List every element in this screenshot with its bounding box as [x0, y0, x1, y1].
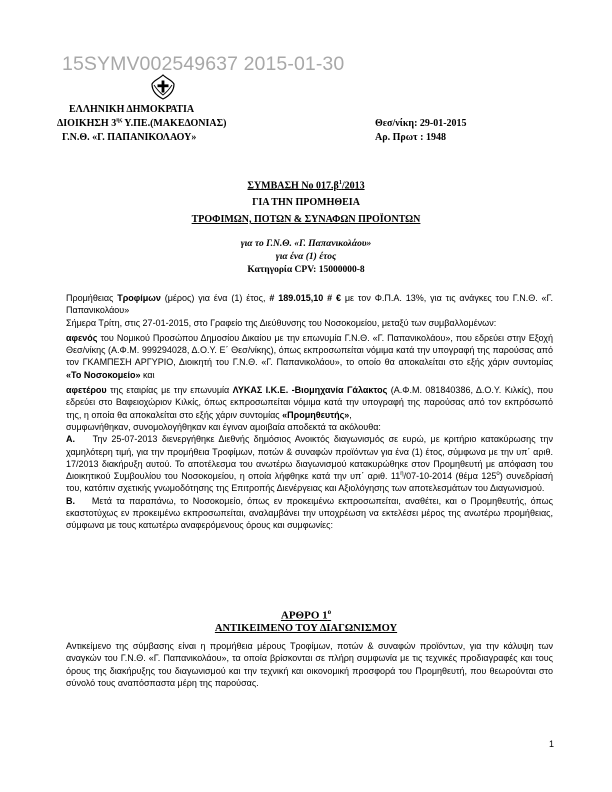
title-line-5: για ένα (1) έτος	[275, 252, 337, 262]
cpv-category: Κατηγορία CPV: 15000000-8	[247, 265, 365, 275]
contract-number: ΣΥΜΒΑΣΗ Νο $017.\beta^1/2013$	[247, 180, 365, 192]
header-protocol: Αρ. Πρωτ : 1948	[375, 132, 446, 143]
page-number: 1	[548, 739, 554, 749]
greek-coat-of-arms-icon	[150, 74, 176, 100]
paragraph-agreed: συμφωνήθηκαν, συνομολογήθηκαν και έγιναν αμοιβαία αποδεκτά τα ακόλουθα:	[66, 421, 381, 432]
paragraph-a: Α. Την 25-07-2013 διενεργήθηκε Διεθνής δημόσιος Ανοικτός διαγωνισμός σε ευρώ, με κριτήριο κατακύρωσης την χαμηλότερη τιμή, για την προμήθεια Τροφίμων, ποτών & συναφών προϊόντων για ένα (1) έτος, σύμφωνα με την υπ΄ αριθ. 17/2013 διακήρυξη αυτού. Το αποτέλεσμα του ανωτέρω διαγωνισμού κατακυρώθηκε στον Προμηθευτή με απόφαση του Διοικητικού Συμβουλίου του Νοσοκομείου, η οποία λήφθηκε κατά την υπ΄ αριθ. $11^\eta/07-10-2014$ (θέμα $125^o$) συνεδρίασή του, κατόπιν σχετικής γνωμοδότησης της Επιτροπής Διενέργειας και Αξιολόγησης των αποτελεσμάτων του Διαγωνισμού.	[66, 434, 553, 494]
header-hospital: Γ.Ν.Θ. «Γ. ΠΑΠΑΝΙΚΟΛΑΟΥ»	[62, 132, 197, 143]
title-line-4: για το Γ.Ν.Θ. «Γ. Παπανικολάου»	[240, 239, 372, 249]
article-title: ΑΝΤΙΚΕΙΜΕΝΟ ΤΟΥ ΔΙΑΓΩΝΙΣΜΟΥ	[214, 623, 398, 634]
article-body	[66, 640, 553, 689]
contract-body	[66, 292, 553, 532]
document-id-stamp: 15SYMV002549637 2015-01-30	[62, 53, 345, 75]
paragraph-article-1: Αντικείμενο της σύμβασης είναι η προμήθεια μέρους Τροφίμων, ποτών & συναφών προϊόντων, για την κάλυψη των αναγκών του Γ.Ν.Θ. «Γ. Παπανικολάου», τα οποία βρίσκονται σε πλήρη συμφωνία με τις τεχνικές προδιαγραφές και τους όρους της διακήρυξης του διαγωνισμού και την τεχνική και οικονομική προσφορά του Προμηθευτή, που θεωρούνται στο σύνολό τους αναπόσπαστα μέρη της παρούσας.	[66, 641, 553, 688]
paragraph-party-supplier: αφετέρου της εταιρίας με την επωνυμία ΛΥΚΑΣ Ι.Κ.Ε. -Βιομηχανία Γάλακτος (Α.Φ.Μ. 081840386, Δ.Ο.Υ. Κιλκίς), που εδρεύει στο Βαφειοχώριον Κιλκίς, όπως εκπροσωπείται νόμιμα κατά την υπογραφή της παρούσας από τον εκπρόσωπό της, η οποία θα αποκαλείται στο εξής χάριν συντομίας «Προμηθευτής»,	[66, 385, 553, 420]
paragraph-subject: Προμήθειας Τροφίμων (μέρος) για ένα (1) έτος, # 189.015,10 # € με τον Φ.Π.Α. 13%, για τις ανάγκες του Γ.Ν.Θ. «Γ. Παπανικολάου»	[66, 293, 554, 316]
paragraph-date: Σήμερα Τρίτη, στις 27-01-2015, στο Γραφείο της Διεύθυνσης του Νοσοκομείου, μεταξύ των συμβαλλομένων:	[66, 317, 497, 328]
paragraph-b: Β. Μετά τα παραπάνω, το Νοσοκομείο, όπως εν προκειμένω εκπροσωπείται, αναθέτει, και ο Προμηθευτής, όπως εκαστοτύχως εν προκειμένω εκπροσωπείται, αναλαμβάνει την υποχρέωση να εκτελέσει μέρος της ανωτέρω προμήθειας, σύμφωνα με τους κατωτέρω αναφερόμενους όρους και συμφωνίες:	[66, 495, 553, 531]
header-authority: ΔΙΟΙΚΗΣΗ $3^{\eta\varsigma}$ Υ.ΠΕ.(ΜΑΚΕΔΟΝΙΑΣ)	[57, 117, 227, 129]
header-date: Θεσ/νίκη: 29-01-2015	[375, 118, 467, 129]
header-country: ΕΛΛΗΝΙΚΗ ΔΗΜΟΚΡΑΤΙΑ	[69, 104, 195, 115]
paragraph-party-hospital: αφενός του Νομικού Προσώπου Δημοσίου Δικαίου με την επωνυμία Γ.Ν.Θ. «Γ. Παπανικολάου», που εδρεύει στην Εξοχή Θεσ/νίκης (Α.Φ.Μ. 999294028, Δ.Ο.Υ. Ε΄ Θεσ/νίκης), όπως εκπροσωπείται νόμιμα κατά την υπογραφή της παρούσας από τον ΓΚΑΜΠΕΣΗ ΑΡΓΥΡΙΟ, Διοικητή του Γ.Ν.Θ. «Γ. Παπανικολάου», το οποίο θα αποκαλείται στο εξής χάριν συντομίας «Το Νοσοκομείο» και	[66, 332, 553, 380]
title-line-2: ΓΙΑ ΤΗΝ ΠΡΟΜΗΘΕΙΑ	[252, 197, 360, 208]
article-heading: ΑΡΘΡΟ $1^o$	[280, 608, 332, 622]
title-line-3: ΤΡΟΦΙΜΩΝ, ΠΟΤΩΝ & ΣΥΝΑΦΩΝ ΠΡΟΪΟΝΤΩΝ	[191, 214, 421, 225]
